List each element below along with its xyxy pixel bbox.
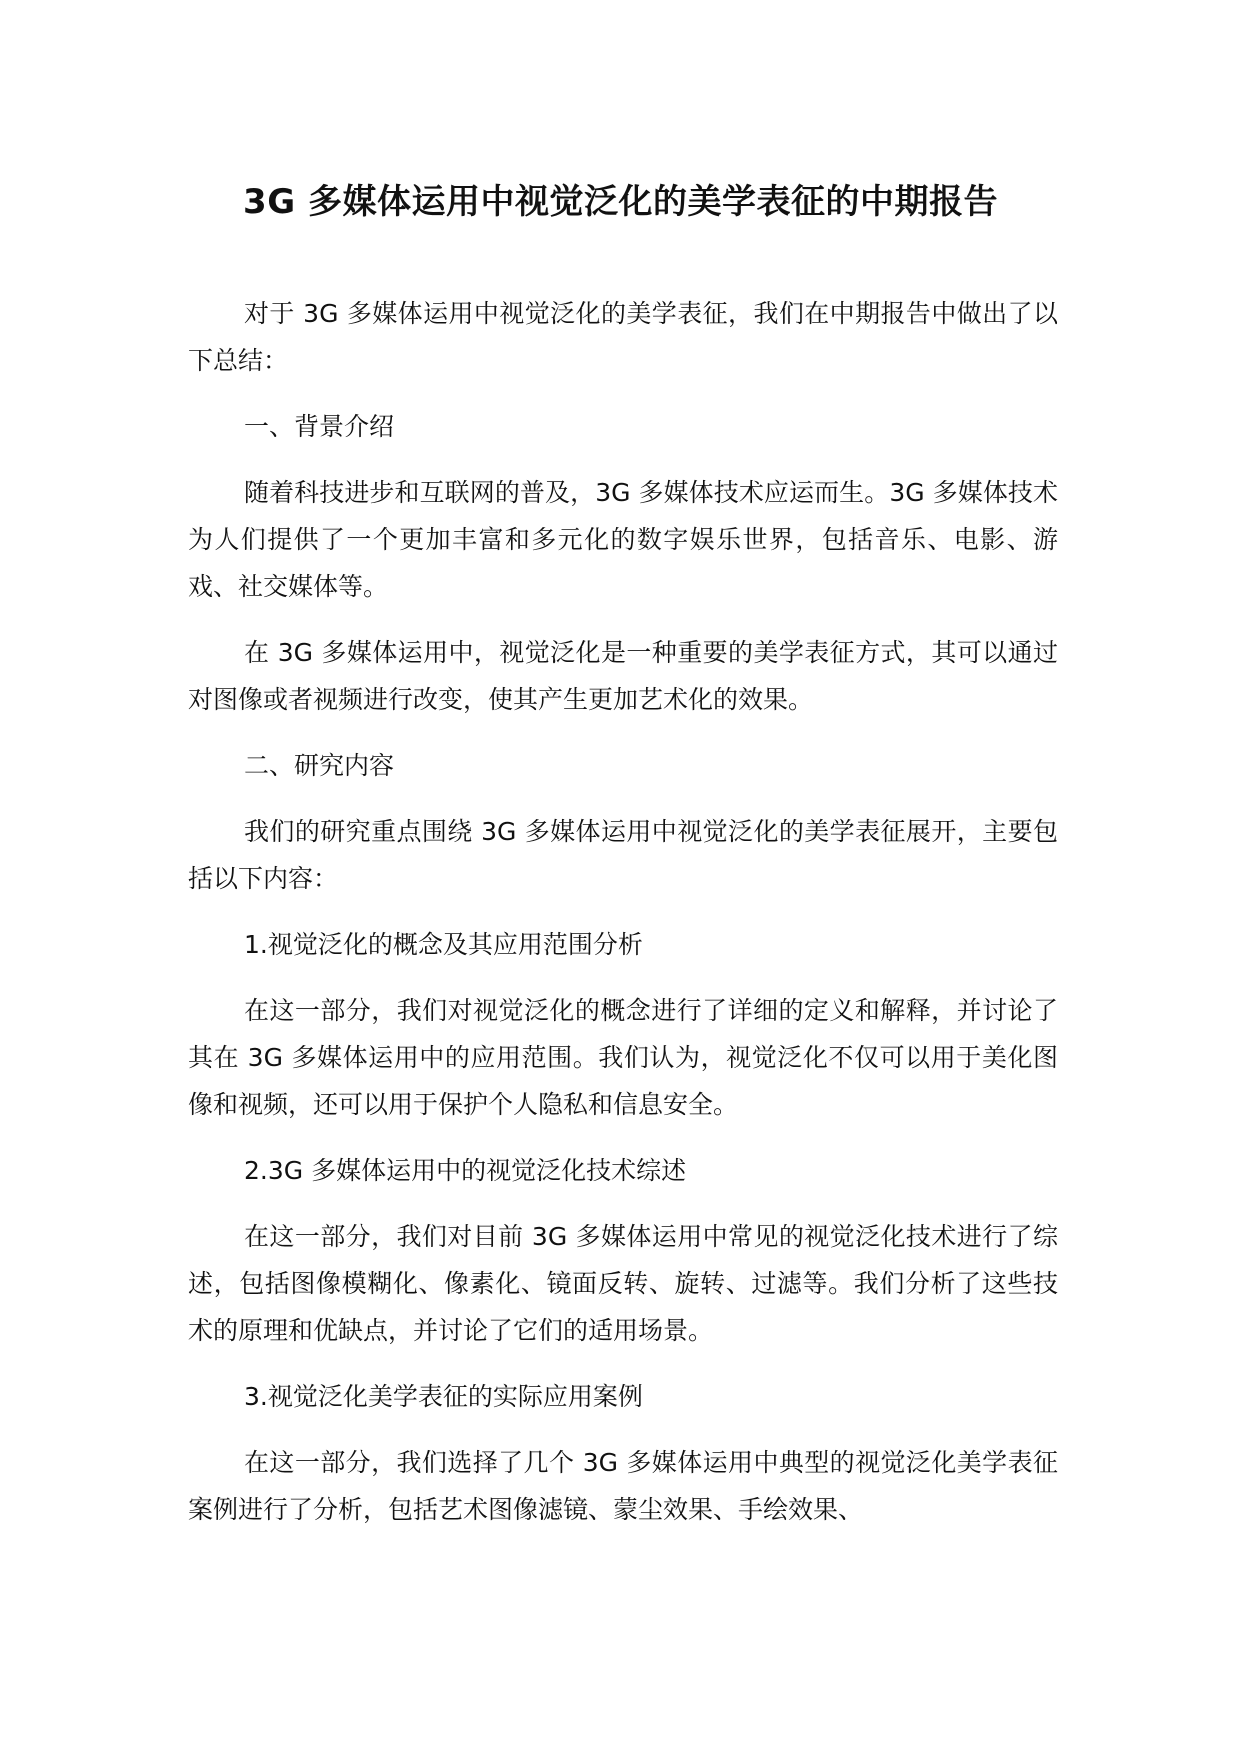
subheading-2: 2.3G 多媒体运用中的视觉泛化技术综述	[244, 1156, 687, 1185]
subheading-3: 3.视觉泛化美学表征的实际应用案例	[244, 1382, 643, 1411]
research-intro-paragraph: 我们的研究重点围绕 3G 多媒体运用中视觉泛化的美学表征展开，主要包括以下内容：	[188, 817, 1058, 893]
subsection-2-paragraph: 在这一部分，我们对目前 3G 多媒体运用中常见的视觉泛化技术进行了综述，包括图像模糊化、像素化、镜面反转、旋转、过滤等。我们分析了这些技术的原理和优缺点，并讨论了它们的适用场景。	[188, 1222, 1058, 1345]
subsection-3-paragraph: 在这一部分，我们选择了几个 3G 多媒体运用中典型的视觉泛化美学表征案例进行了分析，包括艺术图像滤镜、蒙尘效果、手绘效果、	[188, 1448, 1058, 1524]
document-title: 3G 多媒体运用中视觉泛化的美学表征的中期报告	[243, 182, 998, 222]
background-paragraph-2: 在 3G 多媒体运用中，视觉泛化是一种重要的美学表征方式，其可以通过对图像或者视频进行改变，使其产生更加艺术化的效果。	[188, 638, 1058, 714]
subsection-1-paragraph: 在这一部分，我们对视觉泛化的概念进行了详细的定义和解释，并讨论了其在 3G 多媒体运用中的应用范围。我们认为，视觉泛化不仅可以用于美化图像和视频，还可以用于保护个人隐私和信息安全。	[188, 996, 1058, 1119]
intro-paragraph: 对于 3G 多媒体运用中视觉泛化的美学表征，我们在中期报告中做出了以下总结：	[188, 299, 1058, 375]
section-heading-research: 二、研究内容	[244, 751, 395, 780]
document-body	[188, 290, 1058, 1552]
background-paragraph-1: 随着科技进步和互联网的普及，3G 多媒体技术应运而生。3G 多媒体技术为人们提供了一个更加丰富和多元化的数字娱乐世界，包括音乐、电影、游戏、社交媒体等。	[188, 478, 1058, 601]
subheading-1: 1.视觉泛化的概念及其应用范围分析	[244, 930, 643, 959]
section-heading-background: 一、背景介绍	[244, 412, 395, 441]
